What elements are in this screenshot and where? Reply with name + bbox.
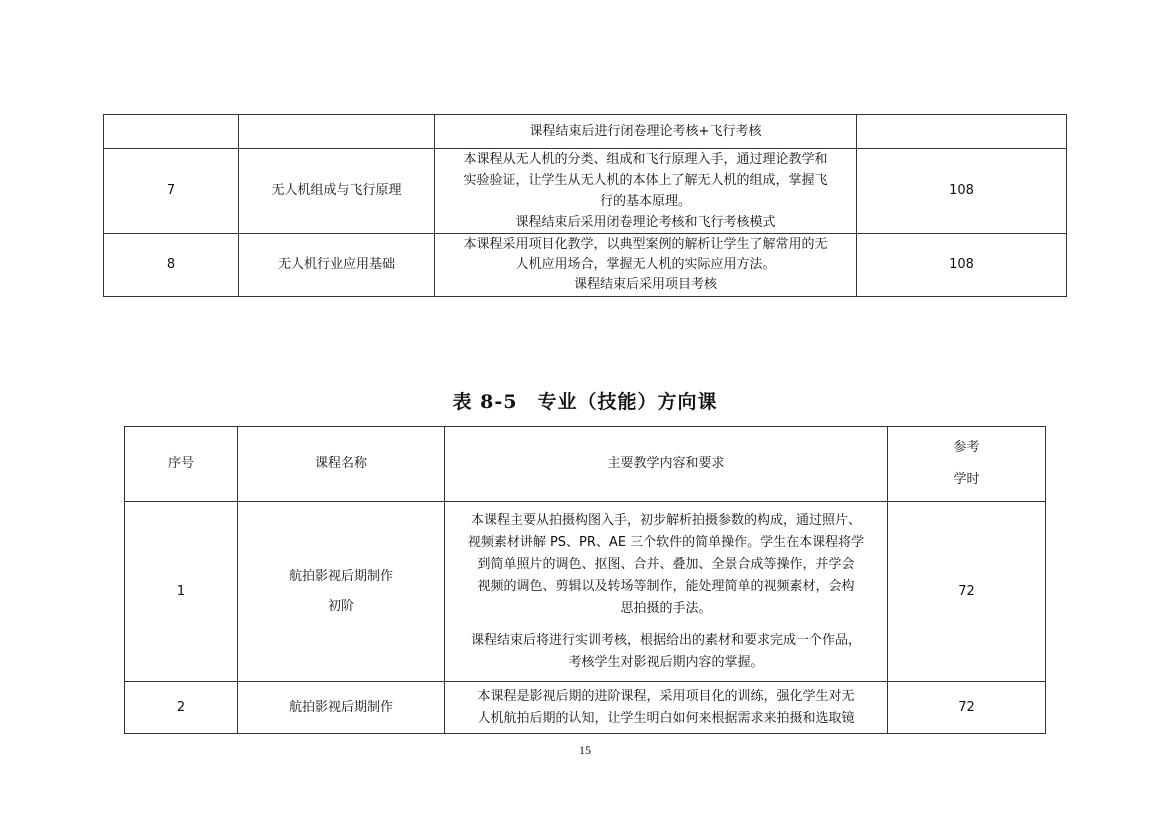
course-name: 无人机组成与飞行原理 xyxy=(239,149,435,234)
table-header-row xyxy=(125,427,1046,502)
row-number: 2 xyxy=(125,682,238,734)
header-course-name: 课程名称 xyxy=(238,427,445,502)
course-name: 无人机行业应用基础 xyxy=(239,234,435,297)
specialty-course-table xyxy=(124,426,1046,734)
table-row xyxy=(104,115,1067,149)
course-name xyxy=(239,115,435,149)
table-title: 表 8-5 专业（技能）方向课 xyxy=(452,391,718,413)
header-number: 序号 xyxy=(125,427,238,502)
course-hours: 108 xyxy=(857,234,1067,297)
course-name: 航拍影视后期制作 xyxy=(238,682,445,734)
course-content: 课程结束后进行闭卷理论考核+飞行考核 xyxy=(435,115,857,149)
course-hours xyxy=(857,115,1067,149)
course-content: 本课程从无人机的分类、组成和飞行原理入手，通过理论教学和 实验验证，让学生从无人机的本体上了解无人机的组成，掌握飞 行的基本原理。 课程结束后采用闭卷理论考核和飞行考核模式 xyxy=(435,149,857,234)
course-hours: 72 xyxy=(888,502,1046,682)
table-row xyxy=(104,149,1067,234)
table-row xyxy=(125,502,1046,682)
curriculum-table-continued xyxy=(103,114,1067,297)
course-hours: 108 xyxy=(857,149,1067,234)
course-content: 本课程是影视后期的进阶课程，采用项目化的训练，强化学生对无 人机航拍后期的认知，让学生明白如何来根据需求来拍摄和选取镜 xyxy=(445,682,888,734)
course-content: 本课程采用项目化教学，以典型案例的解析让学生了解常用的无 人机应用场合，掌握无人机的实际应用方法。 课程结束后采用项目考核 xyxy=(435,234,857,297)
header-content: 主要教学内容和要求 xyxy=(445,427,888,502)
course-name: 航拍影视后期制作 初阶 xyxy=(238,502,445,682)
row-number: 8 xyxy=(104,234,239,297)
course-content: 本课程主要从拍摄构图入手，初步解析拍摄参数的构成，通过照片、 视频素材讲解 PS、PR、AE 三个软件的简单操作。学生在本课程将学 到简单照片的调色、抠图、合并、叠加、全景合成等操作，并学会 视频的调色、剪辑以及转场等制作，能处理简单的视频素材，会构 思拍摄的手法。 课程结束后将进行实训考核，根据给出的素材和要求完成一个作品， 考核学生对影视后期内容的掌握。 xyxy=(445,502,888,682)
table-row xyxy=(104,234,1067,297)
row-number: 7 xyxy=(104,149,239,234)
table-row xyxy=(125,682,1046,734)
header-hours: 参考 学时 xyxy=(888,427,1046,502)
row-number: 1 xyxy=(125,502,238,682)
course-hours: 72 xyxy=(888,682,1046,734)
row-number xyxy=(104,115,239,149)
page-number: 15 xyxy=(579,743,591,757)
